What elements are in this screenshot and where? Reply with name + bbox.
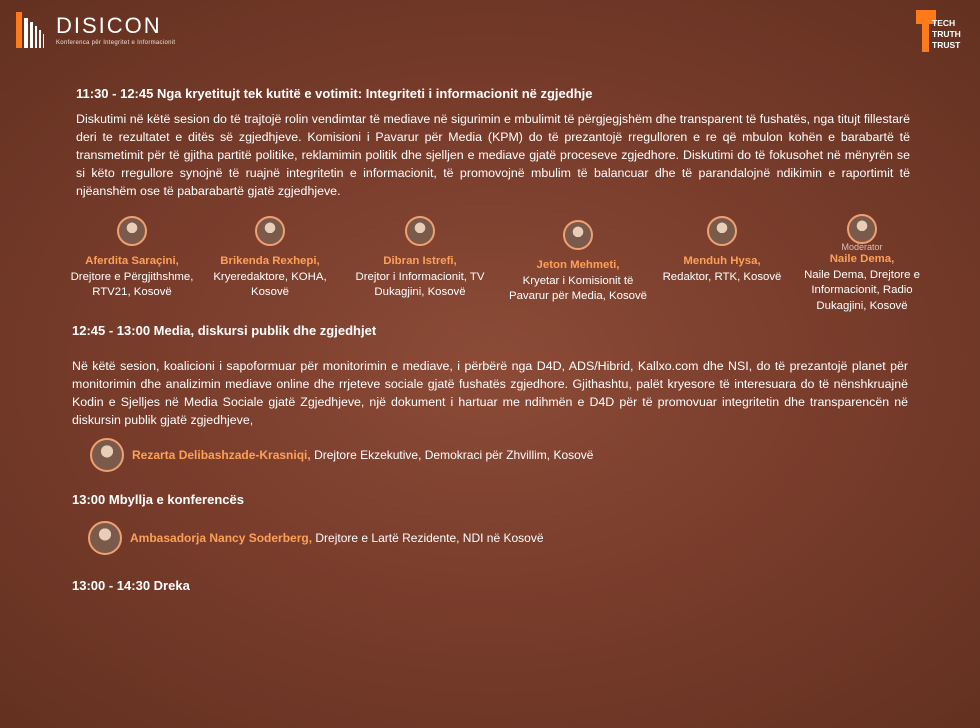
presenter-role: Drejtore Ekzekutive, Demokraci për Zhvillim, Kosovë [314,448,594,462]
speakers-row [50,216,940,326]
speaker-name: Brikenda Rexhepi, [220,255,320,267]
ttt-word-1: TECH [932,18,956,28]
logo-tagline: Konferenca për Integritet e Informacionit [56,39,176,46]
tech-truth-trust-logo [916,10,966,52]
speaker-card [57,216,207,301]
avatar [90,438,124,472]
speaker-card [195,216,345,301]
ttt-word-3: TRUST [932,40,961,50]
presenter-role: Drejtore e Lartë Rezidente, NDI në Kosovë [315,531,544,545]
avatar [707,216,737,246]
speaker-role: Redaktor, RTK, Kosovë [662,270,782,283]
avatar [255,216,285,246]
speaker-card [647,216,797,285]
session3-title: 13:00 Mbyllja e konferencës [72,492,244,507]
avatar [405,216,435,246]
speaker-role: Kryeredaktore, KOHA, Kosovë [213,270,327,298]
disicon-logo [16,10,175,50]
session2-title: 12:45 - 13:00 Media, diskursi publik dhe zgjedhjet [72,323,377,338]
speaker-name: Dibran Istrefi, [383,255,457,267]
speaker-role: Kryetar i Komisionit të Pavarur për Media, Kosovë [508,274,648,302]
session4-title: 13:00 - 14:30 Dreka [72,578,190,593]
disicon-logo-mark-icon [16,12,50,48]
session1-title: 11:30 - 12:45 Nga kryetitujt tek kutitë e votimit: Integriteti i informacionit në zgjedhje [76,86,593,101]
session2-description: Në këtë sesion, koalicioni i sapoformuar për monitorimin e mediave, i përbërë nga D4D, ADS/Hibrid, Kallxo.com dhe NSI, do të prezantojë planet për monitorimin dhe analizimin mediave online dhe rrjeteve sociale gjatë fushatës zgjedhore. Gjithashtu, palët kryesore të interesuara do të nënshkruajnë Kodin e Sjelljes në Media Sociale gjatë Zgjedhjeve, një dokument i hartuar me ndihmën e D4D për të promovuar integritetin dhe transparencën në diskursin publik gjatë zgjedhjeve, [72,359,908,427]
speaker-role: Drejtore e Përgjithshme, RTV21, Kosovë [70,270,194,298]
speaker-role: Naile Dema, Drejtore e Informacionit, Radio Dukagjini, Kosovë [804,268,920,312]
speaker-card [345,216,495,301]
presenter-name: Rezarta Delibashzade-Krasniqi, [132,448,315,462]
avatar [563,220,593,250]
speaker-card [787,214,937,314]
session3-presenter [88,521,544,555]
avatar [847,214,877,244]
moderator-badge: Moderator [841,242,883,252]
speaker-name: Jeton Mehmeti, [536,259,620,271]
speaker-card [503,220,653,305]
speaker-name: Aferdita Saraçini, [85,255,179,267]
logo-name: DISICON [56,12,162,38]
speaker-role: Drejtor i Informacionit, TV Dukagjini, Kosovë [355,270,485,298]
avatar [88,521,122,555]
speaker-name: Menduh Hysa, [683,255,761,267]
speaker-name: Naile Dema, [829,253,895,265]
session2-presenter [90,438,593,472]
session1-description: Diskutimi në këtë sesion do të trajtojë rolin vendimtar të mediave në sigurimin e mbulimit të përgjegjshëm dhe transparent të fushatës, nga titujt fillestarë deri te rezultatet e ditës së zgjedhjeve. Komisioni i Pavarur për Media (KPM) do të prezantojë rregulloren e re që mbulon kohën e barabartë të transmetimit për të gjitha partitë politike, reklamimin politik dhe sjelljen e mediave gjatë proceseve zgjedhore. Diskutimi do të fokusohet në mënyrën se si këto rregullore synojnë të ruajnë integritetin e informacionit, të promovojnë mbulim të balancuar dhe të parandalojnë ndikimin e raportimit të njëanshëm ose të pabarabartë gjatë zgjedhjeve. [76,112,910,198]
presenter-name: Ambasadorja Nancy Soderberg, [130,531,316,545]
ttt-word-2: TRUTH [932,29,961,39]
avatar [117,216,147,246]
